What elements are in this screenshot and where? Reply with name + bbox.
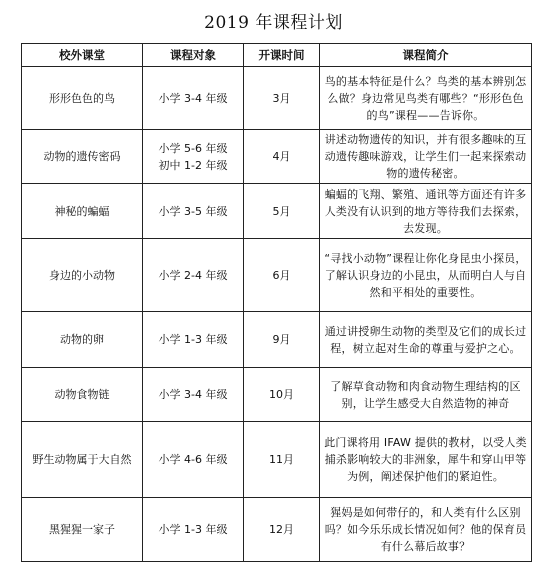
course-start-month: 4月: [244, 130, 320, 184]
course-name: 野生动物属于大自然: [22, 422, 143, 498]
audience-line: 初中 1-2 年级: [158, 158, 228, 172]
table-row: [22, 312, 532, 368]
course-audience: [143, 498, 244, 562]
course-name: 黑猩猩一家子: [22, 498, 143, 562]
audience-line: 小学 1-3 年级: [158, 523, 228, 536]
header-description: 课程简介: [320, 44, 532, 67]
audience-line: 小学 3-4 年级: [158, 91, 228, 105]
course-audience: [143, 184, 244, 239]
course-name: 神秘的蝙蝠: [22, 184, 143, 239]
course-schedule-table: [21, 43, 532, 562]
audience-line: 小学 1-3 年级: [158, 333, 228, 346]
header-audience: 课程对象: [143, 44, 244, 67]
page-title: 2019 年课程计划: [204, 13, 343, 33]
course-description: 蝙蝠的飞翔、繁殖、通讯等方面还有许多人类没有认识到的地方等待我们去探索，去发现。: [320, 184, 532, 239]
course-audience: [143, 422, 244, 498]
audience-line: 小学 2-4 年级: [158, 268, 228, 282]
course-name: 动物的遗传密码: [22, 130, 143, 184]
course-start-month: 5月: [244, 184, 320, 239]
table-row: [22, 67, 532, 130]
course-name: 动物的卵: [22, 312, 143, 368]
course-start-month: 11月: [244, 422, 320, 498]
course-audience: [143, 130, 244, 184]
audience-line: 小学 3-4 年级: [158, 388, 228, 401]
header-course: 校外课堂: [22, 44, 143, 67]
table-row: [22, 239, 532, 312]
course-start-month: 6月: [244, 239, 320, 312]
table-header-row: [22, 44, 532, 67]
header-time: 开课时间: [244, 44, 320, 67]
course-audience: [143, 67, 244, 130]
audience-line: 小学 3-5 年级: [158, 204, 228, 218]
course-start-month: 12月: [244, 498, 320, 562]
course-name: 身边的小动物: [22, 239, 143, 312]
course-description: 猩妈是如何带仔的，和人类有什么区别吗？如今乐乐成长情况如何？他的保育员有什么幕后故事？: [320, 498, 532, 562]
audience-line: 小学 5-6 年级: [158, 141, 228, 155]
course-start-month: 10月: [244, 368, 320, 422]
table-row: [22, 130, 532, 184]
table-row: [22, 184, 532, 239]
course-description: 了解草食动物和肉食动物生理结构的区别，让学生感受大自然造物的神奇: [320, 368, 532, 422]
course-audience: [143, 312, 244, 368]
course-description: 讲述动物遗传的知识，并有很多趣味的互动遗传趣味游戏，让学生们一起来探索动物的遗传秘密。: [320, 130, 532, 184]
audience-line: 小学 4-6 年级: [158, 453, 228, 466]
course-name: 动物食物链: [22, 368, 143, 422]
course-audience: [143, 239, 244, 312]
course-description: “寻找小动物”课程让你化身昆虫小探员，了解认识身边的小昆虫，从而明白人与自然和平相处的重要性。: [320, 239, 532, 312]
course-description: 此门课将用 IFAW 提供的教材，以受人类捕杀影响较大的非洲象，犀牛和穿山甲等为例，阐述保护他们的紧迫性。: [320, 422, 532, 498]
table-row: [22, 422, 532, 498]
course-start-month: 3月: [244, 67, 320, 130]
course-start-month: 9月: [244, 312, 320, 368]
table-row: [22, 498, 532, 562]
course-name: 形形色色的鸟: [22, 67, 143, 130]
course-description: 通过讲授卵生动物的类型及它们的成长过程，树立起对生命的尊重与爱护之心。: [320, 312, 532, 368]
course-description: 鸟的基本特征是什么？鸟类的基本辨别怎么做？身边常见鸟类有哪些？“形形色色的鸟”课程——告诉你。: [320, 67, 532, 130]
table-row: [22, 368, 532, 422]
course-audience: [143, 368, 244, 422]
